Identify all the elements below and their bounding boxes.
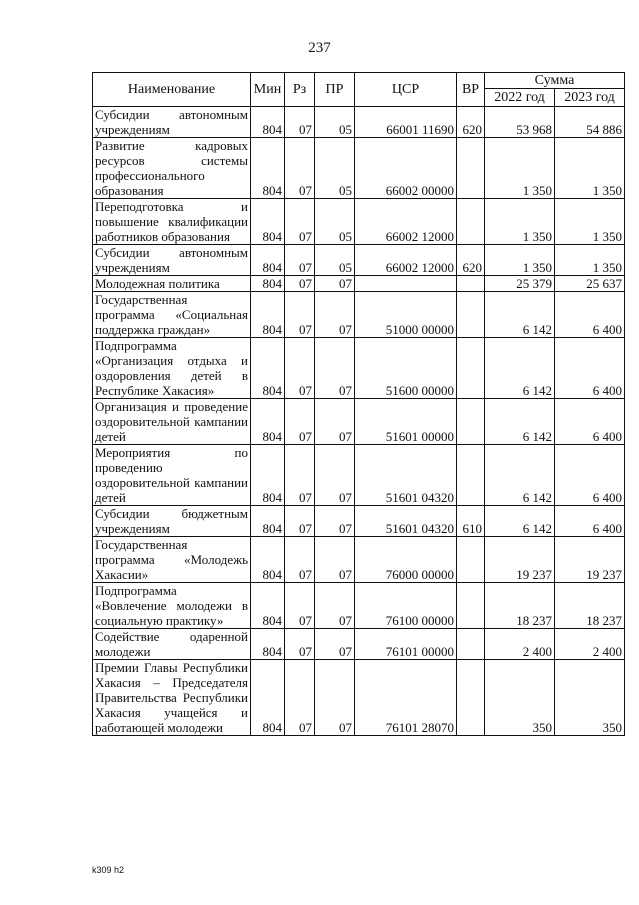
row-pr: 05 <box>315 245 355 276</box>
row-vr <box>457 629 485 660</box>
table-row <box>93 107 625 138</box>
header-rz: Рз <box>285 73 315 107</box>
row-pr: 07 <box>315 338 355 399</box>
row-rz: 07 <box>285 537 315 583</box>
table-row <box>93 506 625 537</box>
row-amount-2022: 1 350 <box>485 245 555 276</box>
row-min: 804 <box>251 276 285 292</box>
row-min: 804 <box>251 107 285 138</box>
budget-table <box>92 72 625 736</box>
row-pr: 05 <box>315 199 355 245</box>
row-name: Содействие одаренной молодежи <box>93 629 251 660</box>
row-rz: 07 <box>285 199 315 245</box>
row-pr: 07 <box>315 506 355 537</box>
row-amount-2022: 18 237 <box>485 583 555 629</box>
row-pr: 07 <box>315 292 355 338</box>
row-amount-2022: 25 379 <box>485 276 555 292</box>
row-rz: 07 <box>285 245 315 276</box>
row-pr: 07 <box>315 583 355 629</box>
table-body <box>93 107 625 736</box>
header-year-2022: 2022 год <box>485 89 555 107</box>
table-row <box>93 199 625 245</box>
row-vr <box>457 399 485 445</box>
row-csr: 51600 00000 <box>355 338 457 399</box>
row-amount-2022: 6 142 <box>485 292 555 338</box>
row-name: Субсидии автономным учреждениям <box>93 107 251 138</box>
row-amount-2023: 1 350 <box>555 138 625 199</box>
row-rz: 07 <box>285 399 315 445</box>
row-amount-2023: 1 350 <box>555 245 625 276</box>
row-vr <box>457 537 485 583</box>
row-name: Подпрограмма «Организация отдыха и оздоровления детей в Республике Хакасия» <box>93 338 251 399</box>
row-amount-2023: 6 400 <box>555 506 625 537</box>
header-pr: ПР <box>315 73 355 107</box>
row-min: 804 <box>251 199 285 245</box>
row-amount-2022: 350 <box>485 660 555 736</box>
row-csr: 51601 00000 <box>355 399 457 445</box>
row-csr: 76101 00000 <box>355 629 457 660</box>
row-vr: 620 <box>457 107 485 138</box>
header-year-2023: 2023 год <box>555 89 625 107</box>
row-amount-2023: 18 237 <box>555 583 625 629</box>
row-pr: 07 <box>315 537 355 583</box>
row-csr: 66001 11690 <box>355 107 457 138</box>
row-pr: 05 <box>315 107 355 138</box>
row-amount-2023: 6 400 <box>555 445 625 506</box>
row-amount-2022: 6 142 <box>485 506 555 537</box>
row-name: Мероприятия по проведению оздоровительной кампании детей <box>93 445 251 506</box>
row-pr: 07 <box>315 445 355 506</box>
row-amount-2022: 53 968 <box>485 107 555 138</box>
row-vr <box>457 138 485 199</box>
row-csr: 51601 04320 <box>355 506 457 537</box>
row-name: Организация и проведение оздоровительной кампании детей <box>93 399 251 445</box>
row-amount-2022: 6 142 <box>485 338 555 399</box>
row-csr: 76000 00000 <box>355 537 457 583</box>
row-name: Премии Главы Республики Хакасия – Председателя Правительства Республики Хакасия учащейся и работающей молодежи <box>93 660 251 736</box>
row-min: 804 <box>251 445 285 506</box>
row-min: 804 <box>251 399 285 445</box>
row-amount-2022: 1 350 <box>485 138 555 199</box>
row-min: 804 <box>251 660 285 736</box>
row-rz: 07 <box>285 583 315 629</box>
row-amount-2023: 25 637 <box>555 276 625 292</box>
row-rz: 07 <box>285 292 315 338</box>
row-csr: 66002 00000 <box>355 138 457 199</box>
row-pr: 07 <box>315 660 355 736</box>
row-min: 804 <box>251 292 285 338</box>
row-amount-2023: 1 350 <box>555 199 625 245</box>
row-rz: 07 <box>285 660 315 736</box>
row-vr: 620 <box>457 245 485 276</box>
row-min: 804 <box>251 245 285 276</box>
row-amount-2023: 2 400 <box>555 629 625 660</box>
table-row <box>93 583 625 629</box>
row-amount-2023: 6 400 <box>555 399 625 445</box>
row-min: 804 <box>251 583 285 629</box>
row-vr <box>457 338 485 399</box>
row-csr: 51601 04320 <box>355 445 457 506</box>
row-name: Государственная программа «Молодежь Хакасии» <box>93 537 251 583</box>
table-header <box>93 73 625 107</box>
row-name: Молодежная политика <box>93 276 251 292</box>
row-vr <box>457 276 485 292</box>
table-row <box>93 245 625 276</box>
table-row <box>93 276 625 292</box>
table-row <box>93 292 625 338</box>
row-vr <box>457 445 485 506</box>
row-amount-2022: 6 142 <box>485 445 555 506</box>
row-amount-2023: 6 400 <box>555 338 625 399</box>
table-row <box>93 660 625 736</box>
row-amount-2023: 19 237 <box>555 537 625 583</box>
table-row <box>93 629 625 660</box>
row-rz: 07 <box>285 629 315 660</box>
row-rz: 07 <box>285 445 315 506</box>
row-vr <box>457 660 485 736</box>
row-amount-2022: 19 237 <box>485 537 555 583</box>
table-row <box>93 399 625 445</box>
table-row <box>93 537 625 583</box>
row-csr: 66002 12000 <box>355 245 457 276</box>
row-vr <box>457 199 485 245</box>
row-pr: 07 <box>315 629 355 660</box>
header-min: Мин <box>251 73 285 107</box>
row-name: Субсидии автономным учреждениям <box>93 245 251 276</box>
table-row <box>93 445 625 506</box>
row-csr <box>355 276 457 292</box>
row-name: Государственная программа «Социальная поддержка граждан» <box>93 292 251 338</box>
row-vr <box>457 292 485 338</box>
row-name: Субсидии бюджетным учреждениям <box>93 506 251 537</box>
row-pr: 07 <box>315 399 355 445</box>
row-vr <box>457 583 485 629</box>
row-min: 804 <box>251 537 285 583</box>
row-csr: 76101 28070 <box>355 660 457 736</box>
row-amount-2022: 2 400 <box>485 629 555 660</box>
row-rz: 07 <box>285 107 315 138</box>
row-pr: 07 <box>315 276 355 292</box>
table-row <box>93 338 625 399</box>
table-row <box>93 138 625 199</box>
row-csr: 66002 12000 <box>355 199 457 245</box>
row-name: Подпрограмма «Вовлечение молодежи в социальную практику» <box>93 583 251 629</box>
row-rz: 07 <box>285 276 315 292</box>
row-min: 804 <box>251 138 285 199</box>
header-sum: Сумма <box>485 73 625 89</box>
row-amount-2023: 54 886 <box>555 107 625 138</box>
row-vr: 610 <box>457 506 485 537</box>
header-vr: ВР <box>457 73 485 107</box>
row-csr: 51000 00000 <box>355 292 457 338</box>
row-name: Переподготовка и повышение квалификации работников образования <box>93 199 251 245</box>
row-amount-2023: 350 <box>555 660 625 736</box>
page-number: 237 <box>308 40 331 56</box>
row-rz: 07 <box>285 506 315 537</box>
row-amount-2023: 6 400 <box>555 292 625 338</box>
header-csr: ЦСР <box>355 73 457 107</box>
row-rz: 07 <box>285 338 315 399</box>
row-amount-2022: 6 142 <box>485 399 555 445</box>
row-pr: 05 <box>315 138 355 199</box>
row-csr: 76100 00000 <box>355 583 457 629</box>
row-name: Развитие кадровых ресурсов системы профессионального образования <box>93 138 251 199</box>
row-rz: 07 <box>285 138 315 199</box>
header-name: Наименование <box>93 73 251 107</box>
row-min: 804 <box>251 629 285 660</box>
row-min: 804 <box>251 338 285 399</box>
footer-code: k309 h2 <box>92 865 125 875</box>
row-min: 804 <box>251 506 285 537</box>
row-amount-2022: 1 350 <box>485 199 555 245</box>
